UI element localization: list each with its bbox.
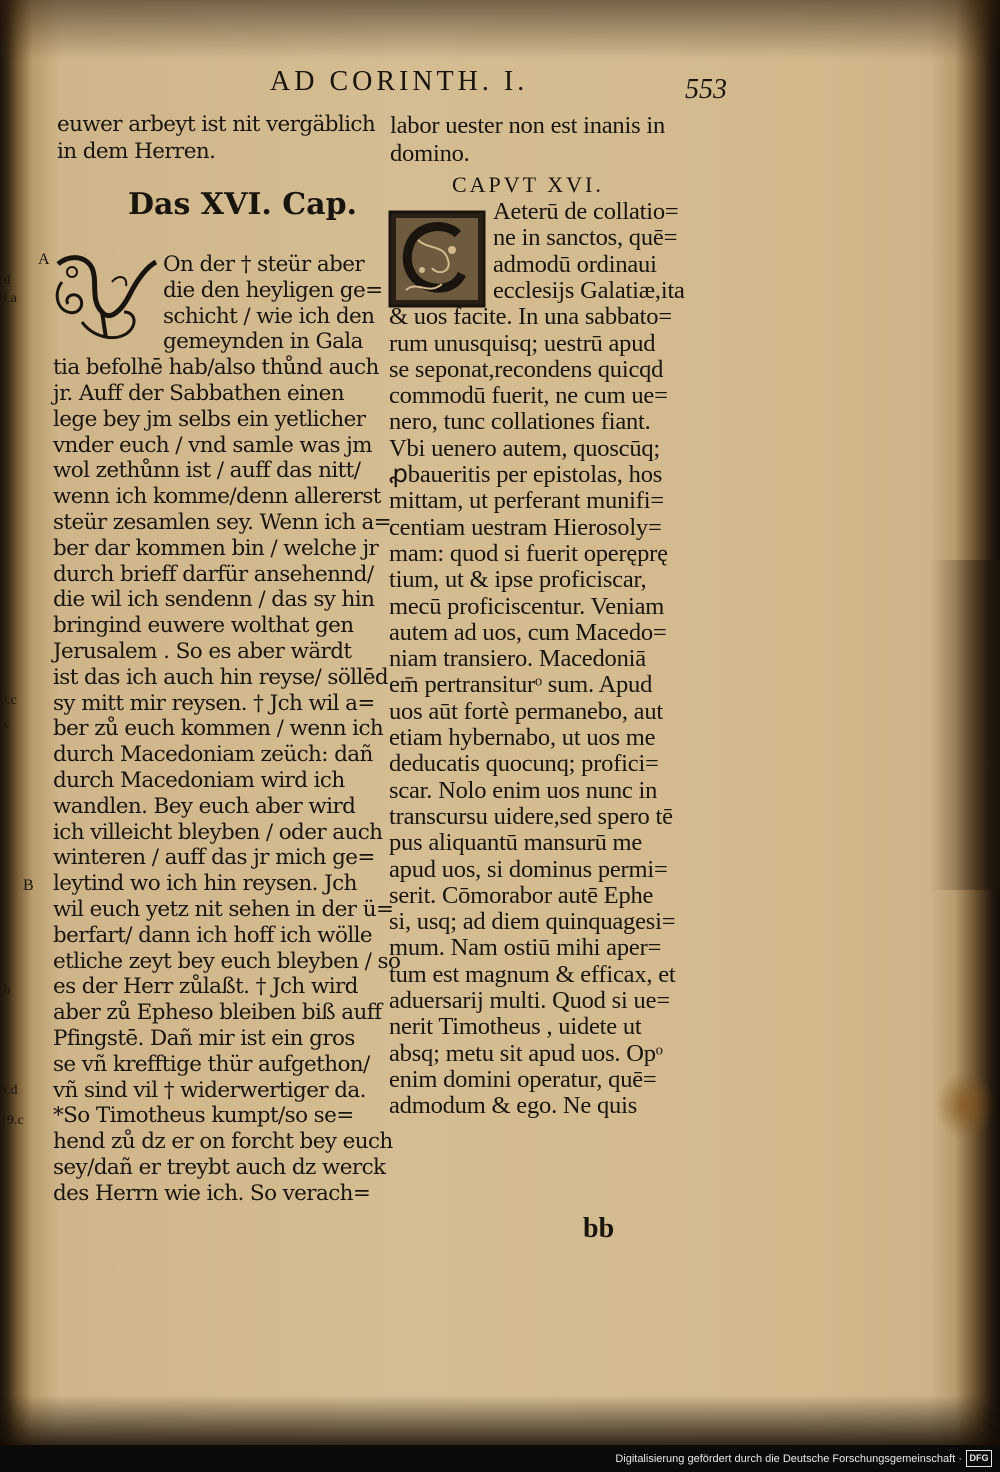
latin-line: autem ad uos, cum Macedo= bbox=[389, 618, 667, 646]
latin-line: commodū fuerit, ne cum ue= bbox=[389, 382, 668, 410]
latin-line: enim domini operatur, quē= bbox=[389, 1065, 657, 1093]
german-line: vnder euch / vnd samle was jm bbox=[53, 432, 372, 458]
latin-line: etiam hybernabo, ut uos me bbox=[389, 724, 656, 751]
woodcut-initial-c-icon bbox=[388, 210, 486, 308]
running-title: AD CORINTH. I. bbox=[270, 66, 529, 97]
german-line: winteren / auff das jr mich ge= bbox=[53, 845, 375, 871]
margin-letter: B bbox=[23, 877, 34, 894]
german-line: gemeynden in Gala bbox=[163, 329, 363, 355]
german-line: leytind wo ich hin reysen. Jch bbox=[53, 871, 357, 897]
latin-line: se seponat,recondens quicqd bbox=[389, 355, 664, 383]
german-line: jr. Auff der Sabbathen einen bbox=[53, 381, 344, 406]
german-line: sy mitt mir reysen. † Jch wil a= bbox=[53, 690, 375, 716]
german-line: ich villeicht bleyben / oder auch bbox=[53, 819, 383, 845]
german-line: durch brieff darfür ansehennd/ bbox=[53, 561, 374, 587]
german-line: euwer arbeyt ist nit vergäblich bbox=[57, 112, 376, 137]
latin-line: rum unusquisq; uestrū apud bbox=[389, 329, 656, 357]
margin-note: 5.d bbox=[0, 1083, 18, 1098]
german-line: es der Herr zůlaßt. † Jch wird bbox=[53, 974, 358, 1000]
german-line: in dem Herren. bbox=[57, 139, 216, 164]
latin-line: labor uester non est inanis in bbox=[390, 112, 666, 139]
german-line: hend zů dz er on forcht bey euch bbox=[53, 1129, 393, 1155]
german-line: die wil ich sendenn / das sy hin bbox=[53, 587, 375, 613]
latin-line: scar. Nolo enim uos nunc in bbox=[389, 776, 658, 804]
german-line: durch Macedoniam zeüch: dañ bbox=[53, 742, 373, 768]
latin-line: tum est magnum & efficax, et bbox=[389, 960, 676, 988]
page-shadow-bottom bbox=[0, 1395, 1000, 1445]
latin-line: si, usq; ad diem quinquagesi= bbox=[389, 908, 676, 936]
latin-line: pus aliquantū mansurū me bbox=[389, 829, 643, 857]
german-line: ist das ich auch hin reyse/ söllēd bbox=[53, 664, 389, 690]
german-line: wenn ich komme/denn allererst bbox=[53, 484, 381, 510]
latin-line: admodū ordinaui bbox=[493, 250, 657, 278]
latin-line: niam transiero. Macedoniā bbox=[389, 645, 646, 673]
margin-note: .c bbox=[0, 717, 10, 732]
german-line: *So Timotheus kumpt/so se= bbox=[53, 1103, 354, 1129]
german-line: schicht / wie ich den bbox=[163, 303, 375, 329]
german-line: On der † steür aber bbox=[163, 252, 365, 277]
german-chapter-title: Das XVI. Cap. bbox=[128, 187, 357, 222]
german-line: wil euch yetz nit sehen in der ü= bbox=[53, 897, 394, 922]
footer-credit: Digitalisierung gefördert durch die Deutsche Forschungsgemeinschaft · bbox=[615, 1453, 962, 1465]
margin-note: 8.a bbox=[0, 291, 17, 306]
german-line: sey/dañ er treybt auch dz werck bbox=[53, 1155, 386, 1180]
german-line: wol zethůnn ist / auff das nitt/ bbox=[53, 458, 361, 484]
latin-line: ne in sanctos, quē= bbox=[493, 224, 678, 252]
latin-line: em̄ pertransiturᵒ sum. Apud bbox=[389, 671, 653, 699]
latin-line: nero, tunc collationes fiant. bbox=[389, 408, 651, 436]
latin-line: absq; metu sit apud uos. Opᵒ bbox=[389, 1039, 663, 1067]
german-line: wandlen. Bey euch aber wird bbox=[53, 793, 356, 819]
margin-letter: A bbox=[38, 251, 50, 268]
latin-line: deducatis quocunq; profici= bbox=[389, 750, 659, 778]
latin-line: mam: quod si fuerit operęprę bbox=[389, 539, 668, 567]
dfg-logo-icon: DFG bbox=[966, 1450, 992, 1467]
page-shadow-top bbox=[0, 0, 1000, 60]
signature-mark: bb bbox=[583, 1213, 615, 1244]
latin-line: aduersarij multi. Quod si ue= bbox=[389, 987, 670, 1014]
page-number: 553 bbox=[685, 74, 727, 105]
footer-bar bbox=[0, 1445, 1000, 1472]
margin-note: .d bbox=[0, 273, 11, 288]
latin-line: mecū proficiscentur. Veniam bbox=[389, 592, 665, 620]
german-line: tia befolhē hab/also thůnd auch bbox=[53, 355, 379, 381]
german-line: steür zesamlen sey. Wenn ich a= bbox=[53, 510, 392, 535]
german-line: etliche zeyt bey euch bleyben / so bbox=[53, 948, 401, 974]
latin-line: Vbi uenero autem, quoscūq; bbox=[389, 434, 661, 462]
latin-line: ecclesijs Galatiæ,ita bbox=[493, 276, 685, 304]
german-line: ber dar kommen bin / welche jr bbox=[53, 535, 379, 561]
latin-line: nerit Timotheus , uidete ut bbox=[389, 1013, 642, 1041]
german-line: lege bey jm selbs ein yetlicher bbox=[53, 406, 366, 432]
margin-note: 19.c bbox=[0, 1113, 24, 1128]
german-line: Pfingstē. Dañ mir ist ein gros bbox=[53, 1026, 355, 1051]
latin-line: ꝓbaueritis per epistolas, hos bbox=[389, 461, 663, 488]
german-line: bringind euwere wolthat gen bbox=[53, 613, 354, 639]
german-line: Jerusalem . So es aber wärdt bbox=[53, 639, 352, 664]
margin-note: 0.c bbox=[0, 693, 17, 708]
latin-line: & uos facite. In una sabbato= bbox=[389, 303, 672, 331]
latin-line: admodum & ego. Ne quis bbox=[389, 1092, 638, 1120]
latin-line: tium, ut & ipse proficiscar, bbox=[389, 566, 647, 594]
paper-stain bbox=[935, 1070, 995, 1140]
latin-line: Aeterū de collatio= bbox=[493, 198, 679, 225]
german-line: des Herrn wie ich. So verach= bbox=[53, 1180, 371, 1206]
german-line: ber zů euch kommen / wenn ich bbox=[53, 716, 384, 742]
german-line: berfart/ dann ich hoff ich wölle bbox=[53, 922, 373, 948]
latin-line: centiam uestram Hierosoly= bbox=[389, 513, 662, 541]
latin-line: mum. Nam ostiū mihi aper= bbox=[389, 934, 662, 962]
german-line: die den heyligen ge= bbox=[163, 277, 383, 303]
german-line: aber zů Epheso bleiben biß auff bbox=[53, 1000, 382, 1026]
margin-note: .b bbox=[0, 983, 11, 998]
german-line: durch Macedoniam wird ich bbox=[53, 768, 345, 793]
german-line: se vñ krefftige thür aufgethon/ bbox=[53, 1051, 370, 1077]
latin-line: apud uos, si dominus permi= bbox=[389, 855, 668, 883]
latin-line: domino. bbox=[390, 140, 470, 167]
latin-line: mittam, ut perferant munifi= bbox=[389, 487, 664, 515]
latin-line: transcursu uidere,sed spero tē bbox=[389, 802, 673, 830]
page-shadow-right bbox=[930, 560, 1000, 890]
german-line: vñ sind vil † widerwertiger da. bbox=[53, 1077, 366, 1103]
ornamental-initial-v-icon bbox=[52, 252, 160, 344]
latin-line: serit. Cōmorabor autē Ephe bbox=[389, 881, 654, 909]
latin-line: uos aūt fortè permanebo, aut bbox=[389, 697, 664, 725]
latin-chapter-title: CAPVT XVI. bbox=[452, 172, 604, 197]
